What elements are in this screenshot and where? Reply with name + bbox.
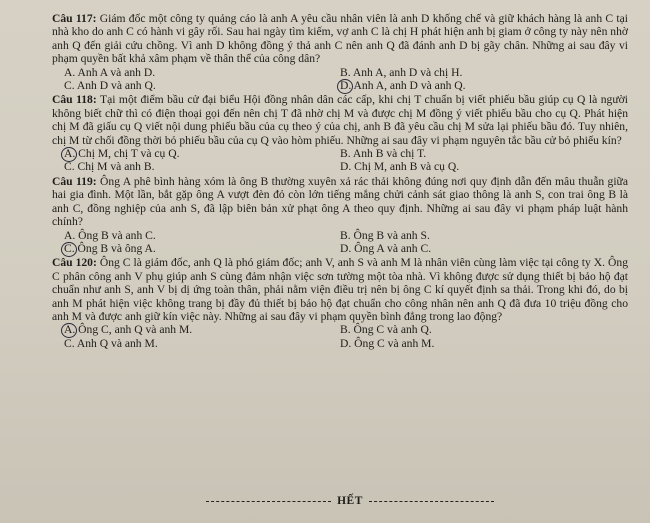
question-119: [52, 175, 628, 229]
option-b: B. Anh A, anh D và chị H.: [340, 65, 463, 79]
divider-right: [369, 501, 494, 502]
option-d: D. Ông A và anh C.: [340, 241, 432, 255]
option-a: A. Ông B và anh C.: [64, 228, 156, 242]
option-c: C. Chị M và anh B.: [64, 160, 155, 174]
option-d: D. Chị M, anh B và cụ Q.: [340, 160, 460, 174]
question-number: Câu 120:: [52, 256, 97, 270]
divider-left: [206, 501, 331, 502]
option-b: B. Ông B và anh S.: [340, 228, 430, 242]
question-text: Giám đốc một công ty quảng cáo là anh A yêu cầu nhân viên là anh D khống chế và giữ khách hàng là anh C tại nhà kho do anh C có hành vi gây rối. Sau hai ngày tìm kiếm, vợ anh C là chị H phát hiện anh bị giam ở công ty này nên nhờ anh Q đến giải cứu chồng. Vì anh D không đồng ý thả anh C nên anh Q đã đánh anh D bị gãy chân. Những ai sau đây vi phạm quyền bất khả xâm phạm về thân thể của công dân?: [52, 12, 628, 66]
question-text: Tại một điểm bầu cử đại biểu Hội đồng nhân dân các cấp, khi chị T chuẩn bị viết phiếu bầu giúp cụ Q là người không biết chữ thì có điện thoại gọi đến nên chị T đã nhờ chị M và được chị M đồng ý viết phiếu bầu cho cụ Q. Phát hiện chị M đã giấu cụ Q viết nội dung phiếu bầu của cụ theo ý của chị, anh B đã yêu cầu chị M sửa lại phiếu bầu đó. Tuy nhiên, chị M từ chối đồng thời bỏ phiếu bầu của cụ Q vào hòm phiếu. Những ai sau đây vi phạm nguyên tắc bầu cử bỏ phiếu kín?: [52, 93, 628, 147]
option-c: C. Anh Q và anh M.: [64, 336, 158, 350]
end-label: HẾT: [337, 495, 363, 507]
option-d: D. Ông C và anh M.: [340, 336, 435, 350]
end-marker: [200, 495, 500, 508]
question-number: Câu 119:: [52, 174, 97, 188]
options-118: [52, 147, 628, 174]
option-a: A. Anh A và anh D.: [64, 65, 156, 79]
option-c-circled: C. Ông B và ông A.: [64, 242, 340, 255]
options-117: [52, 66, 628, 93]
option-a-circled: A. Ông C, anh Q và anh M.: [64, 323, 340, 336]
question-120: [52, 256, 628, 323]
option-c: C. Anh D và anh Q.: [64, 79, 156, 93]
option-a-circled: A. Chị M, chị T và cụ Q.: [64, 147, 340, 160]
option-b: B. Anh B và chị T.: [340, 147, 427, 161]
question-number: Câu 118:: [52, 93, 97, 107]
options-119: [52, 229, 628, 256]
option-d-circled: D. Anh A, anh D và anh Q.: [340, 79, 628, 92]
option-b: B. Ông C và anh Q.: [340, 323, 432, 337]
question-118: [52, 93, 628, 147]
question-text: Ông C là giám đốc, anh Q là phó giám đốc; anh V, anh S và anh M là nhân viên cùng làm việc tại công ty X. Ông C phân công anh V phụ giúp anh S cùng đảm nhận việc sơn tường một tòa nhà. Vì không được sử dụng thiết bị bảo hộ đạt chuẩn như anh S, anh V bị dị ứng toàn thân, phải nằm viện điều trị nên bị ông C kí quyết định sa thải. Trong khi đó, do bị anh M phát hiện việc không trang bị đầy đủ thiết bị bảo hộ đạt chuẩn cho công nhân nên anh Q đã đưa 10 triệu đồng cho anh M và được anh giữ kín việc này. Những ai sau đây vi phạm quyền bình đẳng trong lao động?: [52, 256, 629, 323]
question-text: Ông A phê bình hàng xóm là ông B thường xuyên xả rác thải không đúng nơi quy định dẫn đến mâu thuẫn giữa hai gia đình. Một lần, bắt gặp ông A vượt đèn đỏ còn lớn tiếng mắng chửi cảnh sát giao thông là anh S, con trai ông B là anh C, đồng nghiệp của anh S, đã lập biên bản xử phạt ông A theo quy định. Những ai sau đây vi phạm pháp luật hành chính?: [52, 174, 628, 229]
question-number: Câu 117:: [52, 12, 97, 25]
options-120: [52, 323, 628, 350]
question-117: [52, 12, 628, 66]
